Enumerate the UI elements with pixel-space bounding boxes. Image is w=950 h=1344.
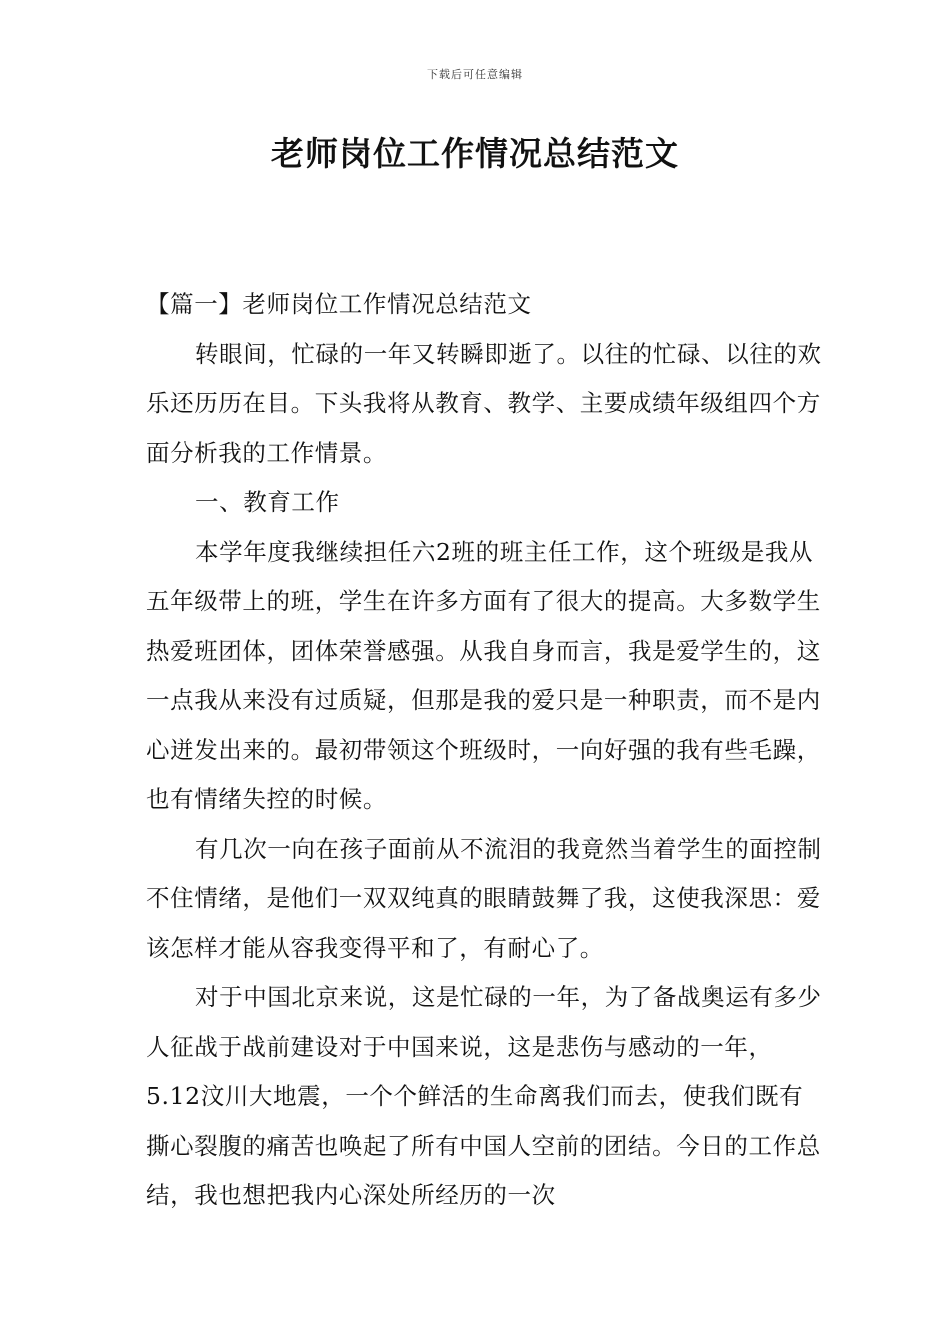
paragraph-class-teacher: 本学年度我继续担任六2班的班主任工作，这个班级是我从五年级带上的班，学生在许多方面有了很大的提高。大多数学生热爱班团体，团体荣誉感强。从我自身而言，我是爱学生的，这一点我从来没有过质疑，但那是我的爱只是一种职责，而不是内心迸发出来的。最初带领这个班级时，一向好强的我有些毛躁，也有情绪失控的时候。 xyxy=(146,537,821,813)
paragraph-intro: 转眼间，忙碌的一年又转瞬即逝了。以往的忙碌、以往的欢乐还历历在目。下头我将从教育、教学、主要成绩年级组四个方面分析我的工作情景。 xyxy=(146,339,822,467)
paragraph-reflection: 有几次一向在孩子面前从不流泪的我竟然当着学生的面控制不住情绪，是他们一双双纯真的眼睛鼓舞了我，这使我深思：爱该怎样才能从容我变得平和了，有耐心了。 xyxy=(146,834,822,962)
document-body xyxy=(146,280,826,1221)
header-note: 下载后可任意编辑 xyxy=(427,68,523,81)
document-title: 老师岗位工作情况总结范文 xyxy=(271,134,679,173)
paragraph-year-events: 对于中国北京来说，这是忙碌的一年，为了备战奥运有多少人征战于战前建设对于中国来说，这是悲伤与感动的一年，5.12汶川大地震，一个个鲜活的生命离我们而去，使我们既有撕心裂腹的痛苦也唤起了所有中国人空前的团结。今日的工作总结，我也想把我内心深处所经历的一次 xyxy=(146,983,822,1209)
section-heading: 【篇一】老师岗位工作情况总结范文 xyxy=(146,290,532,318)
subheading-education-work: 一、教育工作 xyxy=(195,488,340,516)
